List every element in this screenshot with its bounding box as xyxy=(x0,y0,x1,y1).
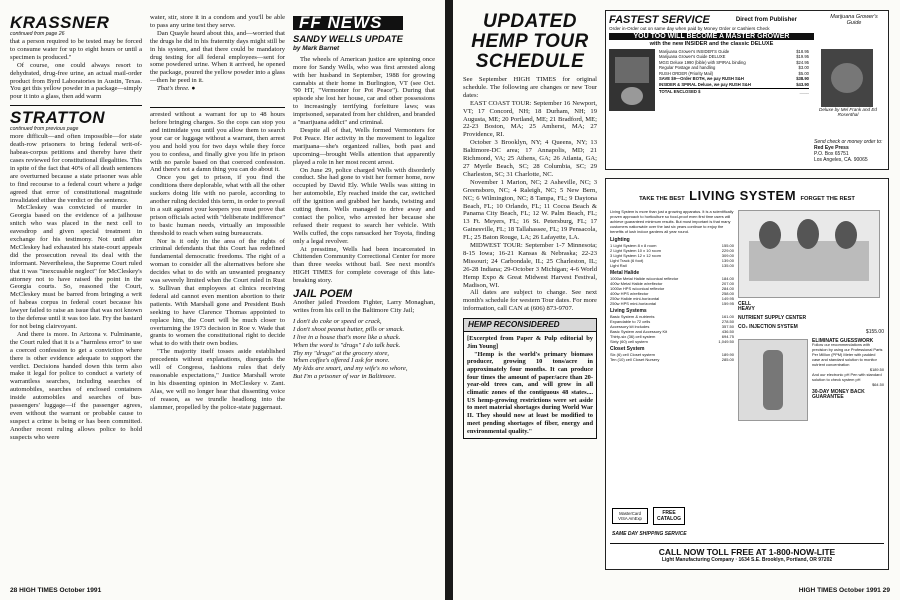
ff-news-banner: FF NEWS xyxy=(293,16,403,30)
stratton-continued: continued from previous page xyxy=(10,126,79,133)
order-line: Order in-Order out on same day when paid by Money Order or Cashiers Check xyxy=(609,26,770,31)
sandy-para-2: Despite all of that, Wells formed Vermonters for Pot Peace. Her activity in the movement to legalize marijuana—she's organized rallies, both past and upcoming—brought Wells attention that apparently played a role in her most recent arrest. xyxy=(293,126,435,166)
ph-text: And our electronic pH Pen with standard solution to check system pH xyxy=(812,371,882,382)
hemp-tour-title: UPDATED HEMP TOUR SCHEDULE xyxy=(471,12,589,72)
fastest-service-ad xyxy=(605,10,889,170)
poem-line: I don't do coke or speed or crack, xyxy=(293,317,382,325)
co2-title: CO₂ INJECTION SYSTEM xyxy=(738,323,798,330)
fastest-service-headline: FASTEST SERVICE xyxy=(609,14,710,26)
price-row: 250w HPS mini-horizontal 159.95 xyxy=(610,300,734,306)
section-rule xyxy=(150,107,285,108)
left-column-3 xyxy=(293,16,435,588)
left-folio: 28 HIGH TIMES October 1991 xyxy=(10,587,102,594)
hemp-closing: All dates are subject to change. See next month's schedule for western Tour dates. For more information, call CAN at (606) 873-9707. xyxy=(463,289,597,313)
co2-system-image xyxy=(738,339,808,421)
hemp-october: October 3 Brooklyn, NY; 4 Queens, NY; 13 Baltimore-DC area; 17 Annapolis, MD; 21 Richmond, VA; 25 Athens, GA; 26 Atlanta, GA; 27 Myrtle Beach, SC; 28 Columbia, SC; 29 Charleston, SC; 31 Charlotte, NC. xyxy=(463,139,597,178)
poem-line: When the word is "drugs" I do talk back. xyxy=(293,341,401,349)
stratton-para-5: Once you get to prison, if you find the conditions there deplorable, what with all the other suckers doing life with no parole, according to another ruling decided this term, in order to prevail in a suit against your keepers you must prove that prison officials acted with "deliberate indifference" to basic human needs, virtually an impossible threshold to reach when suing bureaucrats. xyxy=(150,174,285,237)
price-row: Expandable to 72 cells 278.50 xyxy=(610,318,734,324)
price-section-title: Metal Halide xyxy=(610,269,640,276)
hemp-reconsidered-excerpt: [Excerpted from Paper & Pulp editorial by Jim Young] xyxy=(467,335,593,350)
free-catalog: FREE CATALOG xyxy=(653,507,685,525)
master-grower-banner: YOU TOO WILL BECOME A MASTER GROWER xyxy=(609,33,814,40)
price-row: 1000w HPS w/conical reflector 284.00 xyxy=(610,285,734,291)
stratton-para-1: more difficult—and often impossible—for state death-row prisoners to bring federal writ-of-habeas-corpus petitions and thereby have their cases reviewed for constitutional illegalities. This in spite of the fact that 40% of all death sentences are overturned because a state prisoner was able to find recourse to a federal court where a judge agreed that error of constitutional magnitude invalidated either the verdict or the sentence. xyxy=(10,133,142,204)
price-row: Six (6) cell Closet system 189.90 xyxy=(610,351,734,357)
price-row: 400w Metal Halide w/reflector 207.00 xyxy=(610,280,734,286)
total-enclosed: TOTAL ENCLOSED $ ____ xyxy=(659,89,809,94)
book-title-label: Marijuana Grower's Guide xyxy=(830,14,878,26)
living-system-ad xyxy=(605,178,889,570)
price-row: Thirty-six (36) cell system 694.75 xyxy=(610,333,734,339)
same-day-shipping: SAME DAY SHIPPING SERVICE xyxy=(612,531,687,537)
living-system-brand: LIVING SYSTEM xyxy=(689,188,797,203)
mail-to-block: Send check or money order to: Red Eye Press P.O. Box 65751 Los Angeles, CA. 90065 xyxy=(814,139,883,163)
living-price-list xyxy=(610,210,734,421)
ph-price: $64.50 xyxy=(872,381,884,387)
price-row: 3 Light System 12 x 12 room 309.00 xyxy=(610,252,734,258)
left-column-2 xyxy=(150,14,285,586)
credit-cards: MasterCard VISA AmExp xyxy=(612,508,648,524)
nutrient-title: NUTRIENT SUPPLY CENTER xyxy=(738,314,807,321)
sandy-para-1: The wheels of American justice are spinning once more for Sandy Wells, who was first arrested along with her husband in September, 1988 for growing cannabis at their home in Burlington, VT (see Oct. '90 HT, "Vermonter for Pot Peace"). During that episode she lost her house, car and other possessions to increasingly terrifying forfeiture laws; was imprisoned, separated from her children, and branded a "marijuana addict" and criminal. xyxy=(293,55,435,127)
company-address: Light Manufacturing Company · 1634 S.E. Brooklyn, Portland, OR 97202 xyxy=(661,557,833,563)
krassner-end: That's three. ● xyxy=(157,85,196,93)
moneyback-guarantee: 30-DAY MONEY BACK GUARANTEE xyxy=(812,388,865,400)
co2-price: $155.00 xyxy=(865,328,884,335)
hemp-east-coast: EAST COAST TOUR: September 16 Newport, VT; 17 Concord, NH; 18 Durham, NH; 19 Augusta, ME; 20 Portland, ME; 21 Bradford, ME; 22-23 Boston, MA; 25 Amherst, MA; 27 Providence, RI. xyxy=(463,99,597,139)
living-intro: Living System is more than just a growing apparatus. It is a scientifically proven approach to horticulture so food-proof even first time users will achieve guaranteed minimum results. But most important is that many customers nationwide over the last six years continue to enjoy the benefits of lush indoor gardens all year round. xyxy=(610,209,734,234)
stratton-para-4: arrested without a warrant for up to 48 hours before bringing charges. So the cops can stop you and intimidate you until you allow them to search your car or luggage without a warrant, then arrest you and hold you for two days while they force you to confess, and finally give you life in prison with no parole based on that coerced confession. And there's not a damn thing you can do about it. xyxy=(150,111,285,174)
hemp-reconsidered-box xyxy=(463,318,597,439)
price-row: Light Track (6 foot) 139.00 xyxy=(610,257,734,263)
krassner-para-4: Dan Quayle heard about this, and—worried that the drugs he did in his fraternity days might still be in his system, and that there could be mandatory drug testing for all federal employees—sent for some powdered urine. When it arrived, he opened the package, poured the yellow powder into a glass—then he peed in it. xyxy=(150,29,285,85)
deluxe-book-image xyxy=(821,49,873,107)
direct-from-publisher: Direct from Publisher xyxy=(735,17,797,23)
jail-poem-intro: Another jailed Freedom Fighter, Larry Monaghan, writes from his cell in the Baltimore City Jail; xyxy=(293,299,435,314)
price-row: 1000w Metal Halide w/conical reflector 184.00 xyxy=(610,275,734,281)
price-section-title: Living Systems xyxy=(610,307,647,314)
krassner-para-1: that a person required to be tested may be forced to consume water for up to eight hours or until a specimen is produced." xyxy=(10,38,142,61)
krassner-para-2: Of course, one could always resort to dehydrated, drug-free urine, an actual mail-order product from Byrd Laboratories in Austin, Texas. You get this yellow powder in a package—simply pour it into a glass, then add warm xyxy=(10,61,142,101)
page-gutter xyxy=(445,0,453,600)
hemp-tour-column xyxy=(463,12,597,587)
left-page xyxy=(0,0,445,600)
sandy-wells-title: SANDY WELLS UPDATE xyxy=(293,33,403,45)
grow-cells-image xyxy=(738,210,880,298)
price-row: 1 Light System 8 x 8 room 155.00 xyxy=(610,242,734,248)
price-row: Basic System and Accessory Kit 436.50 xyxy=(610,328,734,334)
price-row: Light Rail 135.00 xyxy=(610,262,734,268)
ppm-price: $189.50 xyxy=(869,366,884,372)
poem-line: But I'm a prisoner of war in Baltimore. xyxy=(293,373,397,381)
stratton-title: STRATTON xyxy=(10,108,105,128)
krassner-continued: continued from page 26 xyxy=(10,31,65,37)
price-section-title: Closet System xyxy=(610,345,645,352)
sandy-wells-byline: by Mark Barnet xyxy=(293,44,340,52)
poem-line: When coffee's offered I ask for more. xyxy=(293,357,390,365)
poem-line: I live in a house that's more like a shack. xyxy=(293,333,401,341)
sandy-para-3: On June 29, police charged Wells with disorderly conduct. She had gone to visit her former home, now occupied by David Ely. While Wells was sitting in her automobile, Ely reached inside the car, switched off the ignition and grabbed her hands, twisting and cutting them. Wells managed to drive away and contact the police, who arrested her because she refused their request to search her vehicle. With Wells cuffed, the cops ransacked her Toyota, finding only a legal revolver. xyxy=(293,166,435,245)
hemp-reconsidered-body: "Hemp is the world's primary biomass producer, growing 10 tons/acre in approximately four months. It can produce four times the amount of paper/acre than 20-year-old trees can, and will grow in all climatic zones of the contiguous 48 states.... US hemp-growing restrictions were set aside to meet material shortages during World War II. They should now at least be modified to meet pending shortages of fiber, energy and environmental quality." xyxy=(467,350,593,435)
insider-deluxe-line: with the new INSIDER and the classic DELUXE xyxy=(649,40,774,47)
hemp-reconsidered-title: HEMP RECONSIDERED xyxy=(464,319,596,332)
krassner-title: KRASSNER xyxy=(10,14,110,32)
right-folio: HIGH TIMES October 1991 29 xyxy=(798,587,890,594)
poem-line: Thy my "drugs" at the grocery store, xyxy=(293,349,390,357)
price-row: 2 Light System 10 x 10 room 229.00 xyxy=(610,247,734,253)
book-credit: Deluxe by Mel Frank and Ed Rosenthal xyxy=(819,106,877,117)
eliminate-text: Follow our recommendations with precision by using our Professional Parts Per Million (PPM) Meter with padded case and standard solution to monitor nutrient concentration xyxy=(812,342,883,368)
section-rule xyxy=(10,105,142,106)
price-row: 400w HPS w/reflector 258.00 xyxy=(610,290,734,296)
jail-poem-title: JAIL POEM xyxy=(293,288,353,301)
sandy-para-4: At presstime, Wells had been incarcerated in Chittenden Community Correctional Center for more than three weeks without bail. See next month's HIGH TIMES for complete coverage of this late-breaking story. xyxy=(293,245,435,285)
left-column-1 xyxy=(10,14,142,586)
poem-line: I don't shoot peanut butter, pills or smack. xyxy=(293,325,405,333)
cell-title: CELL xyxy=(738,301,752,307)
price-row: Ten (10) cell Closet Nursery 285.00 xyxy=(610,356,734,362)
price-section-title: Lighting xyxy=(610,236,630,243)
price-row: Accessory kit includes 357.50 xyxy=(610,323,734,329)
krassner-para-3: water, stir, store it in a condom and you'll be able to pass any urine test they serve. xyxy=(150,14,285,29)
price-row: Sixty (60) cell system 1,049.50 xyxy=(610,338,734,344)
eliminate-guesswork-title: ELIMINATE GUESSWORK xyxy=(812,337,874,344)
price-row: 250w Halide mini-horizontal 149.95 xyxy=(610,295,734,301)
stratton-para-6: Nor is it only in the area of the rights of criminal defendants that this Court has redefined fundamental democratic freedoms. The right of a woman to consider all the alternatives before she decides what to do with an unwanted pregnancy was severely limited when the Court ruled in Rust v. Sullivan that employees at clinics receiving federal aid cannot even mention abortion to their patients. With Marshall gone and President Bush seeking to have Clarence Thomas appointed to replace him, the Court will be much closer to overturning the 1973 decision in Roe v. Wade that grants to women the constitutional right to decide what to do with their own bodies. xyxy=(150,237,285,348)
price-list: Marijuana Grower's INSIDER'S Guide $18.95 Marijuana Grower's Guide DELUXE $19.95 MGG Deluxe 1990 (bible) with SPIRAL binding $24.95 Regular Postage and handling $3.00 RUSH ORDER (Priority Mail) $5.00 SAVE $9—Order BOTH, we pay RUSH S&H $38.90 INSIDER & SPIRAL Deluxe, we pay RUSH S&H $43.90 TOTAL ENCLOSED $ ____ xyxy=(659,48,809,94)
price-row: Basic System & nutrients 161.00 xyxy=(610,313,734,319)
living-system-header: TAKE THE BEST LIVING SYSTEM FORGET THE REST xyxy=(639,188,855,203)
hemp-intro: See September HIGH TIMES for original schedule. The following are changes or new Tour dates: xyxy=(463,76,597,99)
call-now-toll-free: CALL NOW TOLL FREE AT 1-800-NOW-LITE xyxy=(658,547,836,557)
stratton-para-2: McCleskey was convicted of murder in Georgia based on the evidence of a jailhouse snitch who was placed in the next cell to eavesdrop and given special treatment in exchange for his testimony. Not until after McCleskey had exhausted his state-court appeals did the prosecution reveal its deal with the informant. Nevertheless, the Supreme Court ruled that it was "inexcusable neglect" for McCleskey's attorney not to have raised the point in the Georgia courts. So, reasoned the Court, McCleskey must be barred from bringing a writ of habeas corpus in federal court because his lawyer failed to raise an issue that was not known to the defense until it was too late. Fry the bastard for not being clairvoyant. xyxy=(10,204,142,330)
stratton-para-3: And there is more. In Arizona v. Fulminante, the Court ruled that it is a "harmless error" to use a coerced confession to get a conviction where there is other evidence adequate to support the verdict. Decisions handed down this term also make it legal for police to conduct a variety of warrantless searches, including searches of automobiles, searches of enclosed containers inside automobiles and searches of bus-passengers' luggage—if the passenger agrees, even without the warrant or probable cause to suspect a crime is being or has been committed. Another recent ruling allows police to hold suspects who were xyxy=(10,330,142,441)
stratton-para-7: "The majority itself tosses aside established precedents without explanations, disregards the will of Congress, fashions rules that defy reasonable expectations," Justice Marshall wrote in his dissenting opinion in McCleskey v. Zant. Alas, we will no longer hear that dissenting voice of reason, as we trundle headlong into the slammer, propelled by the police-state juggernaut. xyxy=(150,348,285,411)
hemp-midwest: MIDWEST TOUR: September 1-7 Minnesota; 8-15 Iowa; 16-21 Kansas & Nebraska; 22-23 Missouri; 24 Carbondale, IL; 25 Charleston, IL; 26-28 Indiana; 29-October 3 Michigan; 4-6 World Hemp Expo & Great Midwest Harvest Festival, Madison, WI. xyxy=(463,242,597,289)
heavy-title: HEAVY xyxy=(738,305,755,312)
poem-line: My kids are smart, and my wife's no whore, xyxy=(293,365,408,373)
hemp-november: November 1 Marion, NC; 2 Asheville, NC; 3 Greensboro, NC; 4 Raleigh, NC; 5 New Bern, NC; 6 Wilmington, NC; 8 Tampa, FL; 9 Daytona Beach, FL; 10 Orlando, FL; 11 Cocoa Beach & Panama City Beach, FL; 12 W. Palm Beach, FL; 13 Ft. Meyers, FL; 16 St. Petersburg, FL; 17 Gainesville, FL; 18 Tallahassee, FL; 19 Pensacola, FL; 25 Baton Rouge, LA; 26 Lafayette, LA. xyxy=(463,178,597,242)
right-page xyxy=(453,0,900,600)
jail-poem xyxy=(293,318,435,381)
book-cover-image xyxy=(609,49,655,111)
